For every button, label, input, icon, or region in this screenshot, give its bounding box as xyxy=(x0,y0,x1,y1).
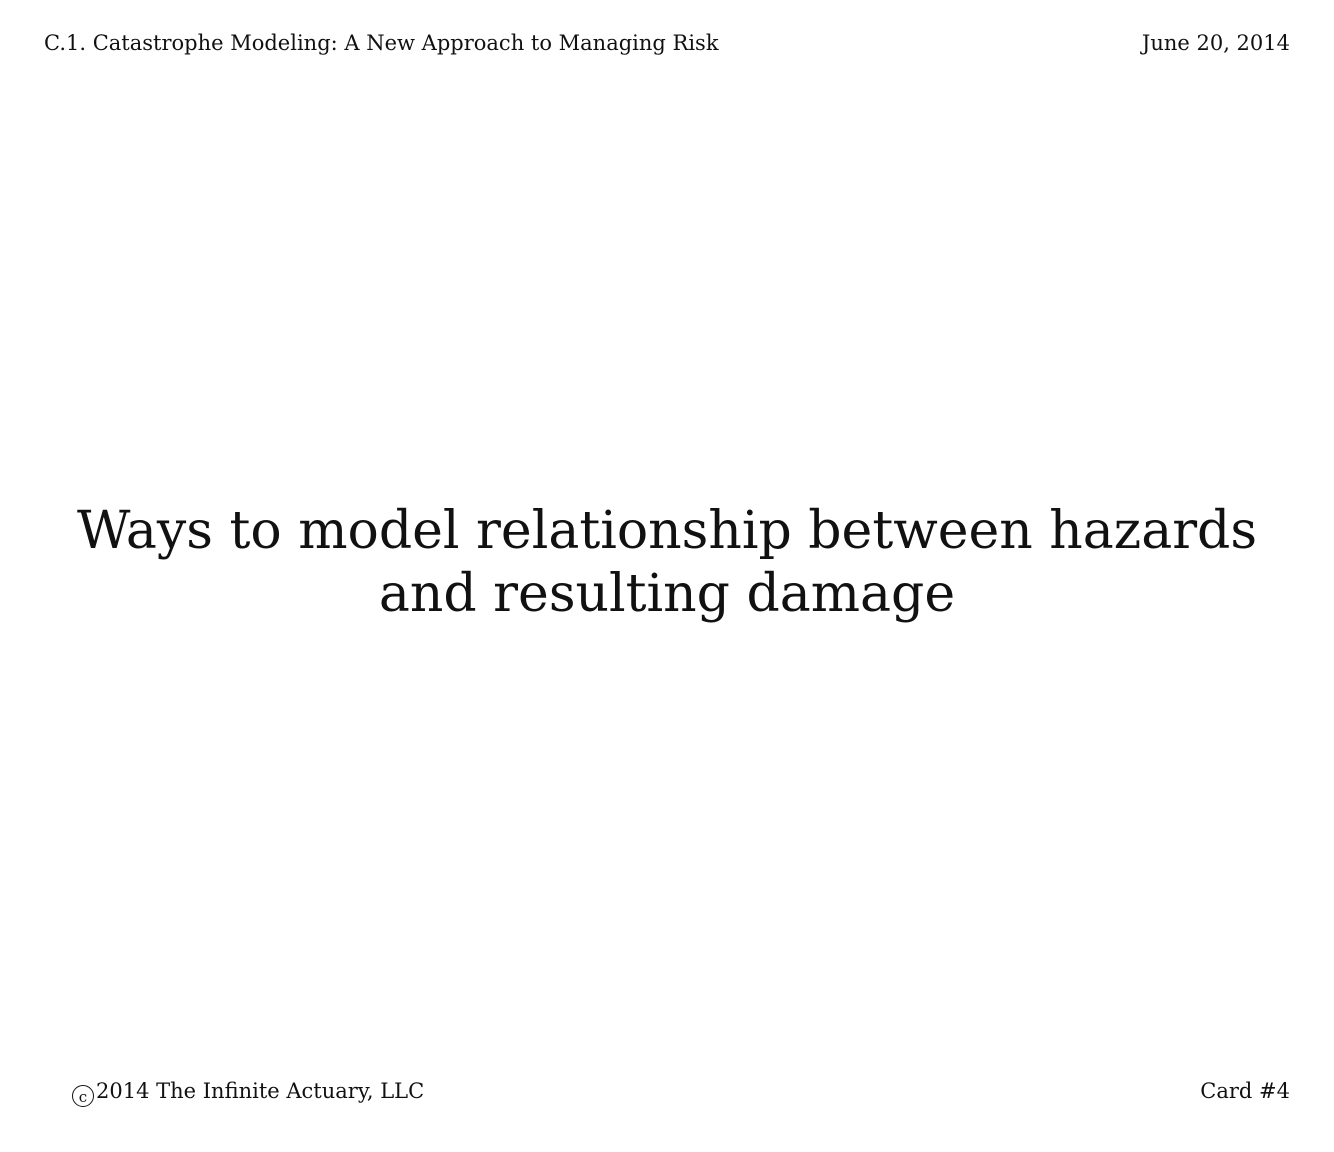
card-number: Card #4 xyxy=(1200,1079,1290,1103)
section-title: C.1. Catastrophe Modeling: A New Approach to Managing Risk xyxy=(44,31,719,55)
copyright-notice xyxy=(72,1078,424,1107)
copyright-icon: c xyxy=(72,1085,94,1107)
card-prompt: Ways to model relationship between hazards and resulting damage xyxy=(76,501,1258,624)
copyright-text: 2014 The Infinite Actuary, LLC xyxy=(96,1079,425,1103)
card-date: June 20, 2014 xyxy=(1141,31,1290,55)
